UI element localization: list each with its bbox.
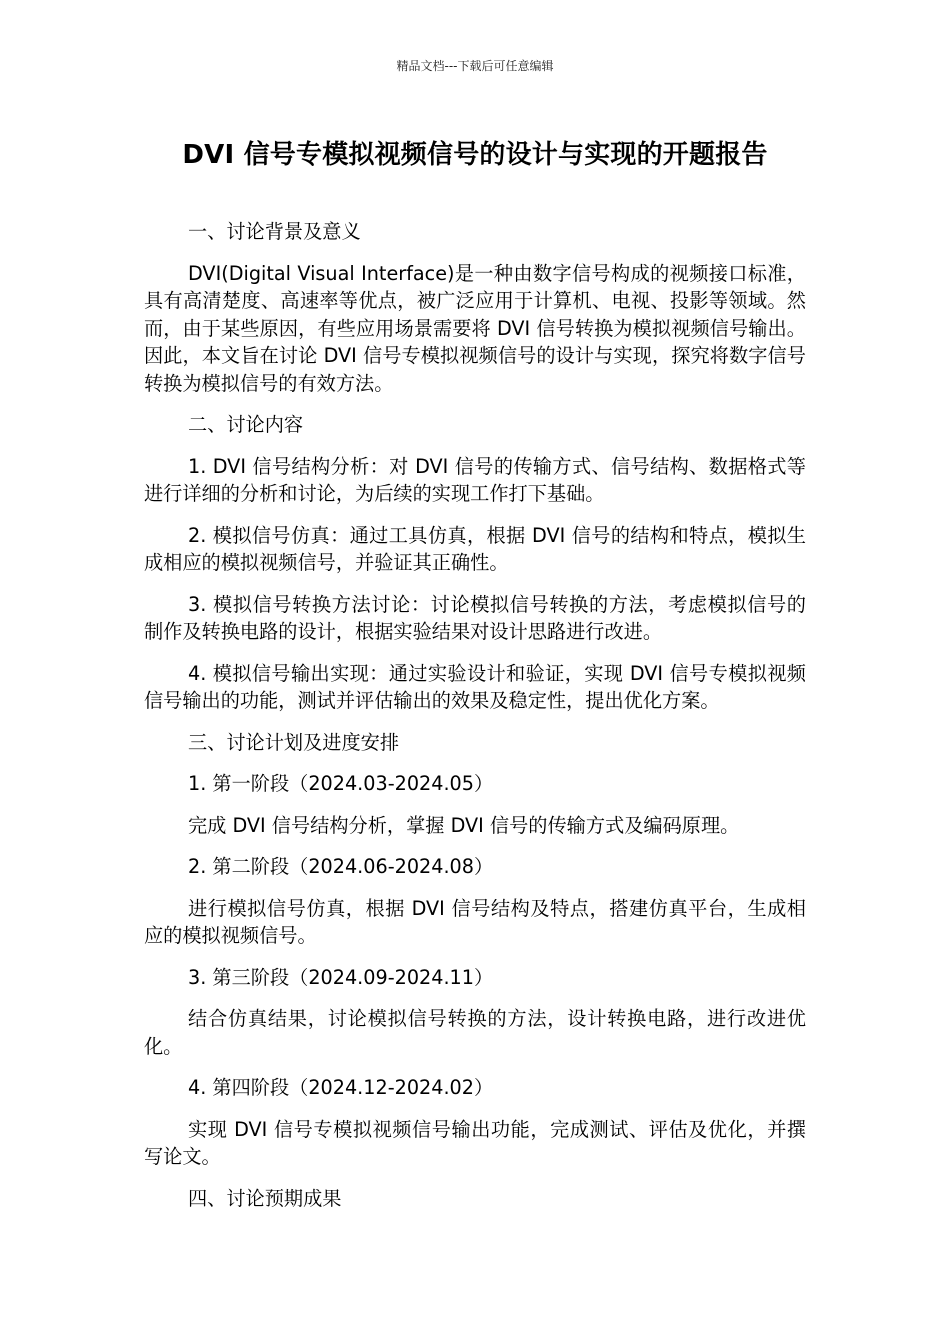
section-heading-schedule: 三、讨论计划及进度安排 — [188, 730, 400, 754]
content-item-2: 2. 模拟信号仿真：通过工具仿真，根据 DVI 信号的结构和特点，模拟生成相应的模拟视频信号，并验证其正确性。 — [144, 523, 806, 574]
document-title: DVI 信号专模拟视频信号的设计与实现的开题报告 — [182, 140, 768, 170]
schedule-phase-1-title: 1. 第一阶段（2024.03-2024.05） — [188, 772, 494, 795]
schedule-phase-4-title: 4. 第四阶段（2024.12-2024.02） — [188, 1076, 494, 1099]
schedule-phase-1-desc: 完成 DVI 信号结构分析，掌握 DVI 信号的传输方式及编码原理。 — [188, 813, 740, 837]
content-item-1: 1. DVI 信号结构分析：对 DVI 信号的传输方式、信号结构、数据格式等进行详细的分析和讨论，为后续的实现工作打下基础。 — [144, 454, 806, 505]
document-body — [144, 218, 806, 1212]
section-heading-outcomes: 四、讨论预期成果 — [188, 1186, 342, 1210]
schedule-phase-2-desc: 进行模拟信号仿真，根据 DVI 信号结构及特点，搭建仿真平台，生成相应的模拟视频信号。 — [144, 896, 806, 947]
section-heading-content: 二、讨论内容 — [188, 413, 304, 436]
paragraph-background: DVI(Digital Visual Interface)是一种由数字信号构成的视频接口标准，具有高清楚度、高速率等优点，被广泛应用于计算机、电视、投影等领域。然而，由于某些原因，有些应用场景需要将 DVI 信号转换为模拟视频信号输出。因此，本文旨在讨论 DVI 信号专模拟视频信号的设计与实现，探究将数字信号转换为模拟信号的有效方法。 — [144, 261, 806, 395]
schedule-phase-4-desc: 实现 DVI 信号专模拟视频信号输出功能，完成测试、评估及优化，并撰写论文。 — [144, 1117, 806, 1168]
content-item-4: 4. 模拟信号输出实现：通过实验设计和验证，实现 DVI 信号专模拟视频信号输出的功能，测试并评估输出的效果及稳定性，提出优化方案。 — [144, 661, 806, 712]
schedule-phase-3-desc: 结合仿真结果，讨论模拟信号转换的方法，设计转换电路，进行改进优化。 — [144, 1007, 806, 1058]
page-header: 精品文档---下载后可任意编辑 — [396, 59, 554, 73]
schedule-phase-2-title: 2. 第二阶段（2024.06-2024.08） — [188, 855, 494, 878]
schedule-phase-3-title: 3. 第三阶段（2024.09-2024.11） — [188, 965, 494, 989]
section-heading-background: 一、讨论背景及意义 — [188, 220, 361, 243]
content-item-3: 3. 模拟信号转换方法讨论：讨论模拟信号转换的方法，考虑模拟信号的制作及转换电路的设计，根据实验结果对设计思路进行改进。 — [144, 592, 806, 643]
